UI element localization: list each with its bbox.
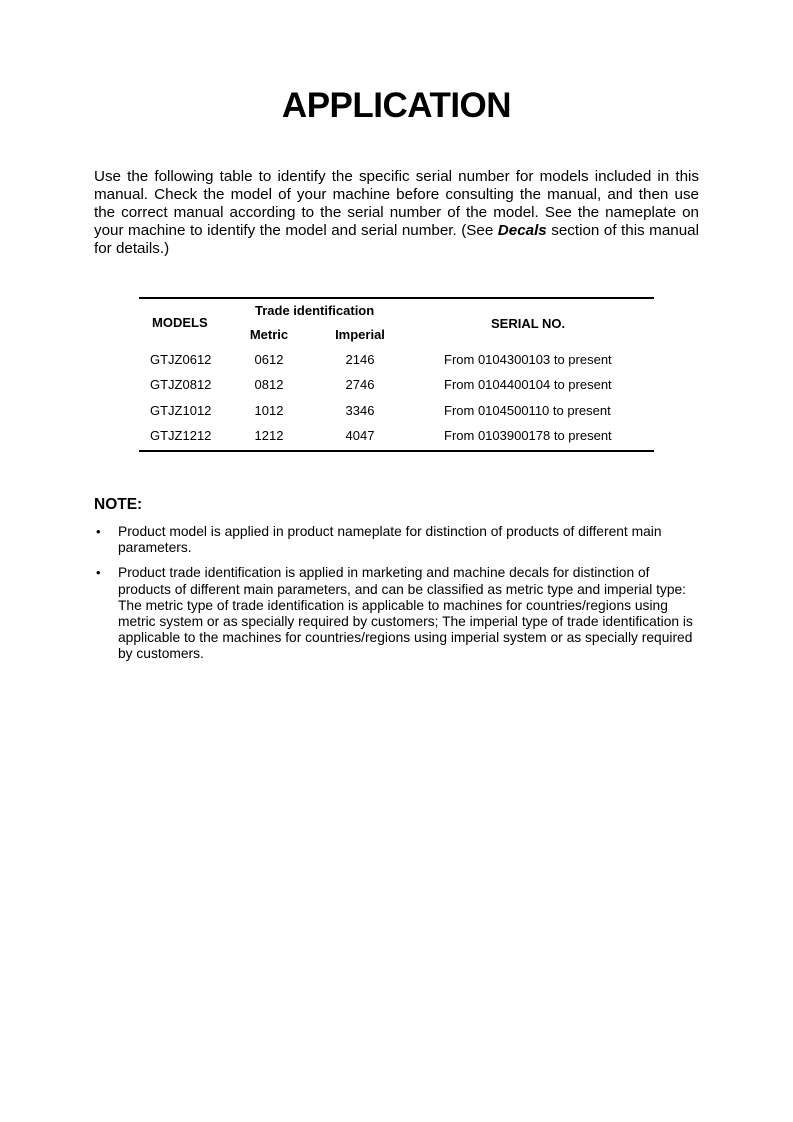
note-item-2 (94, 565, 699, 662)
row-2-model: GTJZ0812 (150, 377, 212, 392)
intro-paragraph (94, 168, 699, 258)
row-4-imperial: 4047 (345, 428, 375, 443)
row-3-imperial: 3346 (345, 403, 375, 418)
bullet-icon: • (96, 524, 101, 539)
bullet-icon: • (96, 565, 101, 581)
intro-text-before: Use the following table to identify the specific serial number for models included in this manual. Check the model of your machine before consulting the manual, and then use the correct manual according to the serial number of the model. See the nameplate on your machine to identify the model and serial number. (See (94, 168, 699, 239)
row-2-imperial: 2746 (345, 377, 375, 392)
row-1-model: GTJZ0612 (150, 352, 212, 367)
header-serial-no: SERIAL NO. (491, 316, 566, 331)
note-list (94, 524, 699, 672)
intro-decals-emphasis: Decals (497, 222, 547, 239)
model-serial-table (139, 297, 654, 452)
note-title: NOTE: (94, 496, 143, 513)
note-item-text: Product trade identification is applied in marketing and machine decals for distinction of products of different main parameters, and can be classified as metric type and imperial type: The metric type of trade identification is applicable to machines for countries/regions using metric system or as specially required by customers; The imperial type of trade identification is applicable to the machines for countries/regions using imperial system or as specially required by customers. (118, 565, 693, 662)
row-4-metric: 1212 (254, 428, 284, 443)
row-1-serial: From 0104300103 to present (444, 352, 612, 367)
header-trade-identification: Trade identification (255, 303, 375, 318)
row-3-serial: From 0104500110 to present (444, 403, 611, 418)
row-2-metric: 0812 (254, 377, 284, 392)
row-4-serial: From 0103900178 to present (444, 428, 612, 443)
row-4-model: GTJZ1212 (150, 428, 212, 443)
row-3-metric: 1012 (254, 403, 284, 418)
page-title: APPLICATION (281, 86, 512, 125)
header-models: MODELS (152, 315, 208, 330)
row-1-metric: 0612 (254, 352, 284, 367)
intro-text-after: section of this manual for details.) (94, 222, 699, 257)
header-metric: Metric (249, 327, 289, 342)
note-item-1 (94, 524, 699, 556)
header-imperial: Imperial (335, 327, 385, 342)
row-1-imperial: 2146 (345, 352, 375, 367)
note-item-text: Product model is applied in product nameplate for distinction of products of different main parameters. (118, 524, 662, 556)
row-3-model: GTJZ1012 (150, 403, 212, 418)
row-2-serial: From 0104400104 to present (444, 377, 612, 392)
